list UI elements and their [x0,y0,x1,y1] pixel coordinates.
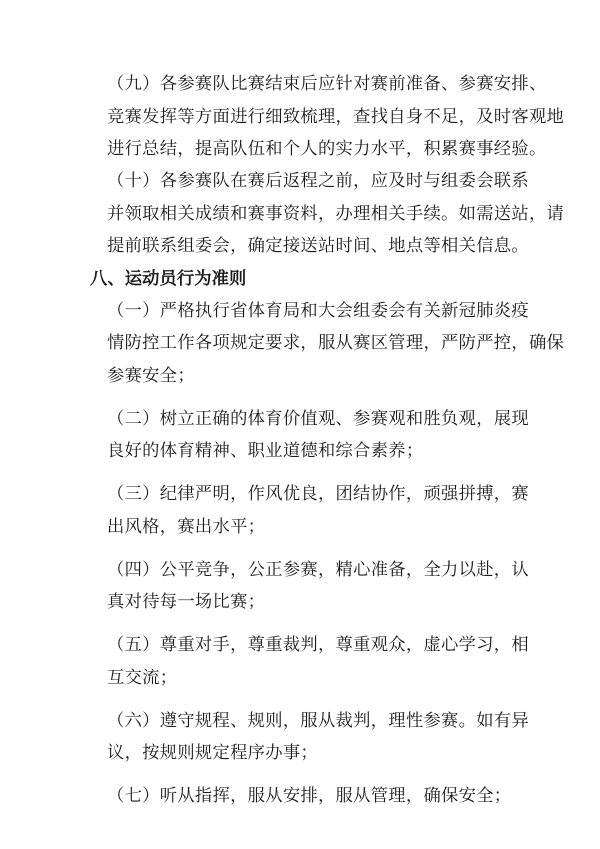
clause-9-line-1: （九）各参赛队比赛结束后应针对赛前准备、参赛安排、 [107,74,547,94]
clause-10-line-2: 并领取相关成绩和赛事资料，办理相关手续。如需送站，请 [107,204,565,224]
rule-1-line-3: 参赛安全； [107,366,195,386]
rule-5-line-1: （五）尊重对手，尊重裁判，尊重观众，虚心学习，相 [107,635,529,655]
rule-3-line-1: （三）纪律严明，作风优良，团结协作，顽强拼搏，赛 [107,484,529,504]
rule-7-line-1: （七）听从指挥，服从安排，服从管理，确保安全； [107,786,512,806]
rule-2-line-2: 良好的体育精神、职业道德和综合素养； [107,441,424,461]
rule-2-line-1: （二）树立正确的体育价值观、参赛观和胜负观，展现 [107,409,529,429]
clause-9-line-2: 竞赛发挥等方面进行细致梳理，查找自身不足，及时客观地 [107,107,565,127]
clause-10-line-1: （十）各参赛队在赛后返程之前，应及时与组委会联系 [107,171,529,191]
rule-6-line-2: 议，按规则规定程序办事； [107,743,318,763]
rule-3-line-2: 出风格，赛出水平； [107,517,266,537]
clause-9-line-3: 进行总结，提高队伍和个人的实力水平，积累赛事经验。 [107,139,547,159]
rule-4-line-1: （四）公平竞争，公正参赛，精心准备，全力以赴，认 [107,560,529,580]
clause-10-line-3: 提前联系组委会，确定接送站时间、地点等相关信息。 [107,236,529,256]
section-heading: 八、运动员行为准则 [90,269,247,289]
rule-4-line-2: 真对待每一场比赛； [107,592,266,612]
rule-1-line-1: （一）严格执行省体育局和大会组委会有关新冠肺炎疫 [107,301,529,321]
rule-5-line-2: 互交流； [107,668,178,688]
rule-1-line-2: 情防控工作各项规定要求，服从赛区管理，严防严控，确保 [107,333,565,353]
rule-6-line-1: （六）遵守规程、规则，服从裁判，理性参赛。如有异 [107,711,529,731]
